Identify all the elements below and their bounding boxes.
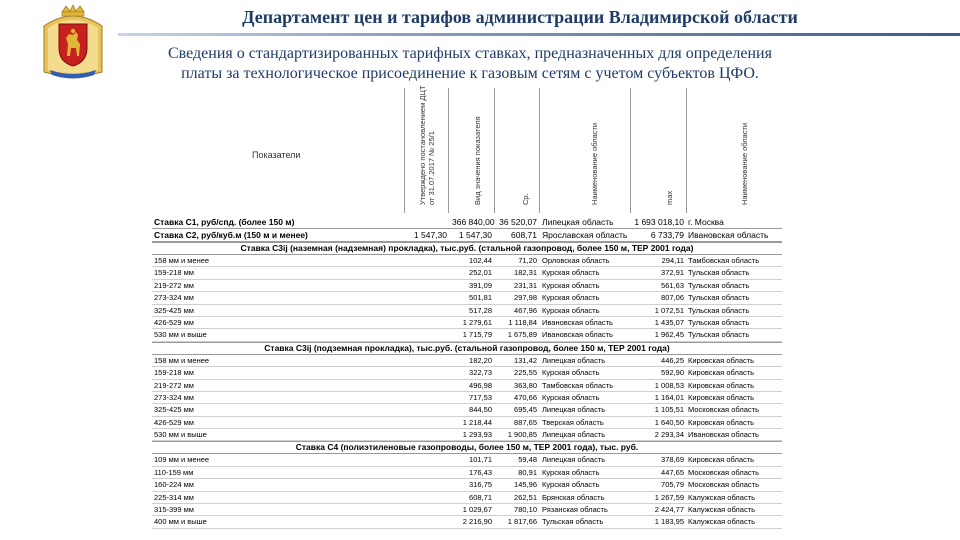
row-label: 110-159 мм bbox=[154, 467, 194, 477]
cell-max: 592,90 bbox=[661, 368, 684, 378]
column-divider bbox=[630, 88, 631, 213]
cell-max-region: Кировская область bbox=[688, 355, 755, 365]
cell-max: 378,69 bbox=[661, 455, 684, 465]
cell-value: 496,98 bbox=[469, 380, 492, 390]
cell-min-region: Курская область bbox=[542, 480, 600, 490]
cell-max: 294,11 bbox=[661, 256, 684, 265]
cell-max-region: Тульская область bbox=[688, 293, 750, 303]
cell-max-region: Калужская область bbox=[688, 505, 756, 515]
slide-title bbox=[110, 44, 830, 84]
cell-avg: 1 675,89 bbox=[507, 330, 537, 340]
table-row bbox=[152, 516, 782, 528]
section-title: Ставка С3ij (наземная (надземная) прокладка), тыс.руб. (стальной газопровод, более 150 м, ТЕР 2001 года) bbox=[240, 243, 694, 253]
cell-value: 182,20 bbox=[469, 355, 492, 365]
cell-max: 2 293,34 bbox=[654, 430, 684, 440]
cell-max: 1 008,53 bbox=[654, 380, 684, 390]
cell-max-region: Тульская область bbox=[688, 317, 750, 327]
cell-max: 1 640,50 bbox=[654, 417, 684, 427]
table-row bbox=[152, 355, 782, 367]
column-divider bbox=[448, 88, 449, 213]
cell-value: 391,09 bbox=[469, 280, 492, 290]
cell-min-region: Ивановская область bbox=[542, 317, 613, 327]
column-header-value: Вид значения показателя bbox=[473, 116, 482, 205]
cell-max: 1 183,95 bbox=[654, 517, 684, 527]
cell-avg: 608,71 bbox=[511, 230, 537, 240]
row-label: 160-224 мм bbox=[154, 480, 194, 490]
table-row bbox=[152, 504, 782, 516]
cell-min-region: Ярославская область bbox=[542, 230, 628, 240]
cell-max-region: Тульская область bbox=[688, 305, 750, 315]
cell-max-region: г. Москва bbox=[688, 217, 724, 227]
row-label: 315-399 мм bbox=[154, 505, 194, 515]
cell-max-region: Тульская область bbox=[688, 330, 750, 340]
cell-value: 322,73 bbox=[469, 368, 492, 378]
cell-value: 101,71 bbox=[469, 455, 492, 465]
row-label: 530 мм и выше bbox=[154, 430, 207, 440]
cell-max: 1 962,45 bbox=[654, 330, 684, 340]
section-title: Ставка С4 (полиэтиленовые газопроводы, более 150 м, ТЕР 2001 года), тыс. руб. bbox=[295, 442, 639, 453]
cell-max: 705,79 bbox=[661, 480, 684, 490]
row-label: 219-272 мм bbox=[154, 280, 194, 290]
rate-row bbox=[152, 216, 782, 229]
cell-min-region: Тверская область bbox=[542, 417, 604, 427]
cell-avg: 80,91 bbox=[518, 467, 537, 477]
table-row bbox=[152, 305, 782, 317]
cell-max-region: Калужская область bbox=[688, 517, 756, 527]
cell-avg: 1 900,85 bbox=[507, 430, 537, 440]
table-row bbox=[152, 492, 782, 504]
row-label: 159-218 мм bbox=[154, 268, 194, 278]
cell-avg: 887,65 bbox=[514, 417, 537, 427]
row-label: 219-272 мм bbox=[154, 380, 194, 390]
table-row bbox=[152, 280, 782, 292]
cell-avg: 262,51 bbox=[514, 492, 537, 502]
cell-avg: 470,66 bbox=[514, 392, 537, 402]
cell-min-region: Липецкая область bbox=[542, 455, 606, 465]
cell-value: 1 279,61 bbox=[462, 317, 492, 327]
cell-min-region: Ивановская область bbox=[542, 330, 613, 340]
cell-value: 501,81 bbox=[469, 293, 492, 303]
cell-max-region: Московская область bbox=[688, 467, 759, 477]
cell-avg: 71,20 bbox=[518, 256, 537, 265]
cell-value: 1 547,30 bbox=[458, 230, 492, 240]
cell-max-region: Тульская область bbox=[688, 268, 750, 278]
cell-avg: 131,42 bbox=[514, 355, 537, 365]
row-label: 325-425 мм bbox=[154, 305, 194, 315]
cell-value: 517,28 bbox=[469, 305, 492, 315]
cell-avg: 780,10 bbox=[514, 505, 537, 515]
cell-min-region: Липецкая область bbox=[542, 430, 606, 440]
cell-avg: 36 520,07 bbox=[499, 217, 537, 227]
cell-value: 252,01 bbox=[469, 268, 492, 278]
row-label: 158 мм и менее bbox=[154, 256, 210, 265]
cell-avg: 145,96 bbox=[514, 480, 537, 490]
cell-standard: 1 547,30 bbox=[413, 230, 447, 240]
cell-value: 2 216,90 bbox=[462, 517, 492, 527]
cell-max-region: Ивановская область bbox=[688, 230, 769, 240]
cell-max-region: Тамбовская область bbox=[688, 256, 760, 265]
section-header-row bbox=[152, 242, 782, 255]
table-row bbox=[152, 380, 782, 392]
cell-min-region: Курская область bbox=[542, 392, 600, 402]
cell-min-region: Курская область bbox=[542, 293, 600, 303]
cell-min-region: Курская область bbox=[542, 368, 600, 378]
slide-title-line-2: платы за технологическое присоединение к газовым сетям с учетом субъектов ЦФО. bbox=[181, 65, 759, 82]
cell-avg: 225,55 bbox=[514, 368, 537, 378]
cell-avg: 297,98 bbox=[514, 293, 537, 303]
cell-max: 447,65 bbox=[661, 467, 684, 477]
cell-max: 372,91 bbox=[661, 268, 684, 278]
cell-value: 1 218,44 bbox=[462, 417, 492, 427]
cell-value: 176,43 bbox=[469, 467, 492, 477]
row-label: Ставка С1, руб/спд. (более 150 м) bbox=[154, 217, 295, 227]
table-row bbox=[152, 292, 782, 304]
table-row bbox=[152, 404, 782, 416]
row-label: 225-314 мм bbox=[154, 492, 194, 502]
table-row bbox=[152, 255, 782, 267]
row-label: 273-324 мм bbox=[154, 392, 194, 402]
row-label: 159-218 мм bbox=[154, 368, 194, 378]
cell-min-region: Тамбовская область bbox=[542, 380, 614, 390]
column-divider bbox=[686, 88, 687, 213]
cell-min-region: Тульская область bbox=[542, 517, 604, 527]
table-row bbox=[152, 417, 782, 429]
cell-max: 6 733,79 bbox=[650, 230, 684, 240]
cell-max-region: Московская область bbox=[688, 405, 759, 415]
column-divider bbox=[404, 88, 405, 213]
section-header-row bbox=[152, 342, 782, 355]
column-divider bbox=[494, 88, 495, 213]
row-label: 158 мм и менее bbox=[154, 355, 210, 365]
row-label: 426-529 мм bbox=[154, 417, 194, 427]
cell-avg: 59,48 bbox=[518, 455, 537, 465]
cell-max-region: Кировская область bbox=[688, 417, 755, 427]
cell-max: 446,25 bbox=[661, 355, 684, 365]
section-title: Ставка С3ij (подземная прокладка), тыс.руб. (стальной газопровод, более 150 м, ТЕР 2001 года) bbox=[264, 342, 670, 353]
cell-max-region: Кировская область bbox=[688, 368, 755, 378]
cell-max: 561,63 bbox=[661, 280, 684, 290]
tariff-table bbox=[152, 85, 782, 528]
cell-max-region: Кировская область bbox=[688, 455, 755, 465]
cell-min-region: Курская область bbox=[542, 467, 600, 477]
section-header-row bbox=[152, 441, 782, 454]
cell-max-region: Тульская область bbox=[688, 280, 750, 290]
cell-max: 1 164,01 bbox=[654, 392, 684, 402]
cell-max: 1 267,59 bbox=[654, 492, 684, 502]
table-row bbox=[152, 429, 782, 441]
cell-value: 844,50 bbox=[469, 405, 492, 415]
cell-min-region: Курская область bbox=[542, 305, 600, 315]
cell-value: 366 840,00 bbox=[452, 217, 495, 227]
table-row bbox=[152, 479, 782, 491]
row-label: 109 мм и менее bbox=[154, 455, 210, 465]
row-label: 530 мм и выше bbox=[154, 330, 207, 340]
table-row bbox=[152, 267, 782, 279]
cell-min-region: Липецкая область bbox=[542, 355, 606, 365]
cell-min-region: Курская область bbox=[542, 268, 600, 278]
cell-avg: 695,45 bbox=[514, 405, 537, 415]
cell-min-region: Рязанская область bbox=[542, 505, 608, 515]
cell-min-region: Брянская область bbox=[542, 492, 605, 502]
cell-max: 1 435,07 bbox=[654, 317, 684, 327]
table-row bbox=[152, 454, 782, 466]
column-header-avg: Ср. bbox=[521, 193, 530, 205]
cell-value: 316,75 bbox=[469, 480, 492, 490]
cell-avg: 363,80 bbox=[514, 380, 537, 390]
column-header-standard: Утверждено постановлением ДЦТ от 31.07.2017 № 25/1 bbox=[418, 85, 436, 205]
cell-max: 1 105,51 bbox=[654, 405, 684, 415]
cell-max-region: Московская область bbox=[688, 480, 759, 490]
cell-min-region: Липецкая область bbox=[542, 217, 614, 227]
cell-max: 2 424,77 bbox=[654, 505, 684, 515]
cell-avg: 467,96 bbox=[514, 305, 537, 315]
cell-max-region: Кировская область bbox=[688, 380, 755, 390]
title-divider bbox=[118, 33, 960, 36]
cell-value: 717,53 bbox=[469, 392, 492, 402]
table-row bbox=[152, 329, 782, 341]
row-label: 325-425 мм bbox=[154, 405, 194, 415]
column-header-indicator: Показатели bbox=[252, 150, 301, 160]
cell-value: 102,44 bbox=[469, 256, 492, 265]
cell-min-region: Липецкая область bbox=[542, 405, 606, 415]
cell-avg: 1 118,84 bbox=[508, 317, 537, 327]
slide-title-line-1: Сведения о стандартизированных тарифных ставках, предназначенных для определения bbox=[168, 45, 772, 62]
cell-min-region: Курская область bbox=[542, 280, 600, 290]
table-row bbox=[152, 317, 782, 329]
row-label: 273-324 мм bbox=[154, 293, 194, 303]
cell-max: 807,06 bbox=[661, 293, 684, 303]
column-header-max-region: Наименование области bbox=[740, 122, 749, 205]
table-row bbox=[152, 467, 782, 479]
department-title: Департамент цен и тарифов администрации Владимирской области bbox=[242, 7, 798, 27]
cell-value: 1 715,79 bbox=[462, 330, 492, 340]
table-row bbox=[152, 392, 782, 404]
column-header-min-region: Наименование области bbox=[590, 122, 599, 205]
row-label: 426-529 мм bbox=[154, 317, 194, 327]
row-label: 400 мм и выше bbox=[154, 517, 207, 527]
column-divider bbox=[539, 88, 540, 213]
cell-avg: 231,31 bbox=[514, 280, 537, 290]
cell-max-region: Калужская область bbox=[688, 492, 756, 502]
cell-avg: 182,31 bbox=[514, 268, 537, 278]
cell-avg: 1 817,66 bbox=[507, 517, 537, 527]
cell-min-region: Орловская область bbox=[542, 256, 610, 265]
table-body bbox=[152, 216, 782, 529]
row-label: Ставка С2, руб/куб.м (150 м и менее) bbox=[154, 230, 308, 240]
cell-max-region: Ивановская область bbox=[688, 430, 759, 440]
cell-value: 608,71 bbox=[469, 492, 492, 502]
cell-value: 1 029,67 bbox=[462, 505, 492, 515]
column-header-max: max bbox=[665, 190, 674, 205]
coat-of-arms-icon bbox=[40, 4, 106, 80]
cell-max: 1 693 018,10 bbox=[634, 217, 684, 227]
cell-value: 1 293,93 bbox=[462, 430, 492, 440]
cell-max: 1 072,51 bbox=[654, 305, 684, 315]
table-row bbox=[152, 367, 782, 379]
cell-max-region: Кировская область bbox=[688, 392, 755, 402]
rate-row bbox=[152, 229, 782, 242]
